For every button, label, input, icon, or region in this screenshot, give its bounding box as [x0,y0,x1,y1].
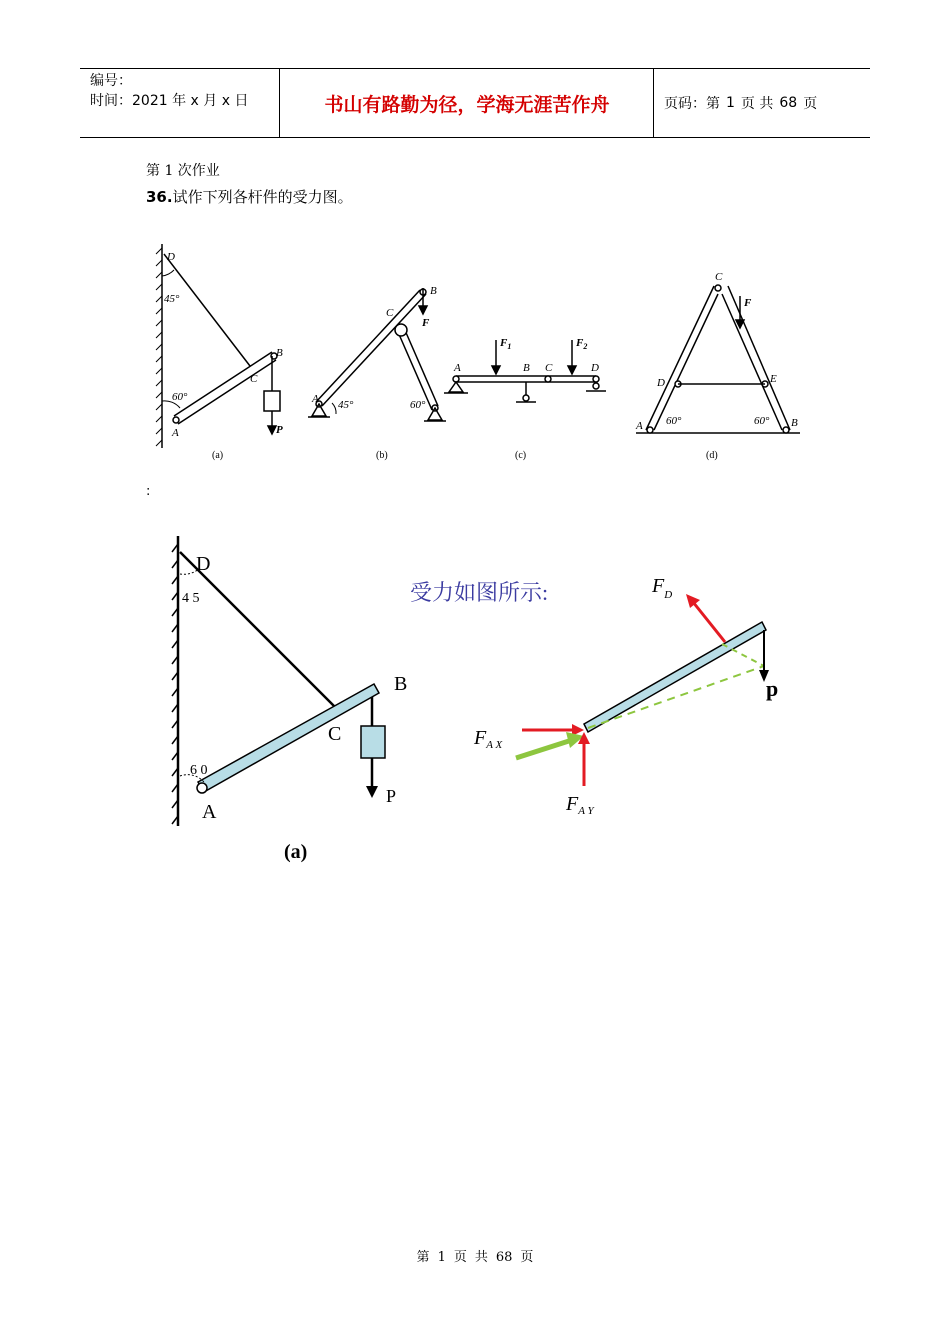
number-label: 编号： [90,73,132,89]
motto: 书山有路勤为径，学海无涯苦作舟 [281,69,654,137]
figure-force-diagram [160,530,820,870]
colon-mark: : [146,484,151,499]
d-caption: (d) [706,450,718,461]
d-angle-60a: 60° [666,415,682,427]
weight-block [361,726,385,758]
b-caption: (b) [376,450,388,461]
structure-a [156,244,280,448]
c-caption: (c) [515,450,527,461]
a-label-p: P [276,424,283,436]
a-caption: (a) [212,450,224,461]
figure-structures [140,236,810,466]
page-info: 页码：第 1 页 共 68 页 [664,95,818,112]
c-label-b: B [523,362,530,374]
b-label-f: F [422,317,430,329]
b-caption-big: (a) [284,841,308,863]
b-label-p-big: P [386,786,397,806]
d-label-e: E [770,373,777,385]
question [146,186,353,207]
header-table [80,68,870,138]
c-label-f1: $F_1$ [500,337,512,351]
question-text: 试作下列各杆件的受力图。 [172,188,353,206]
header-info-cell [80,69,280,137]
d-label-f: F [744,297,752,309]
c-label-a: A [454,362,461,374]
fbd-label-fd: $F_D$ [652,575,673,601]
structure-d [636,285,800,433]
b-angle-45: 45° [338,399,354,411]
b-label-b: B [430,285,437,297]
a-angle-60: 60° [172,391,188,403]
c-label-f2: $F_2$ [576,337,588,351]
d-angle-60b: 60° [754,415,770,427]
b-label-d-big: D [196,553,211,575]
a-label-d: D [167,251,175,263]
a-label-c: C [250,373,258,385]
b-label-b-big: B [394,673,408,695]
d-label-a: A [636,420,643,432]
fbd-label-fay: $F_{A Y}$ [566,793,594,817]
time-label: 时间：2021 年 x 月 x 日 [90,93,249,109]
b-angle-60: 60° [410,399,426,411]
c-label-d: D [591,362,599,374]
answer-title: 受力如图所示: [410,580,549,605]
a-label-a: A [172,427,179,439]
b-angle-45-big: 4 5 [182,591,200,606]
b-label-a: A [312,393,319,405]
a-label-b: B [276,347,283,359]
b-angle-60-big: 6 0 [190,763,208,778]
a-angle-45: 45° [164,293,180,305]
d-label-d: D [657,377,665,389]
fbd-beam [584,622,766,732]
b-label-c-big: C [328,723,342,745]
fbd-label-fax: $F_{A X}$ [474,727,503,751]
beam-ab [198,684,379,792]
fbd-label-p: p [766,676,779,701]
question-number: 36. [146,188,173,206]
d-label-b: B [791,417,798,429]
d-label-c: C [715,271,723,283]
page-footer: 第 1 页 共 68 页 [416,1250,534,1265]
b-label-a-big: A [202,801,217,823]
c-label-c: C [545,362,553,374]
assignment-title: 第 1 次作业 [146,163,220,179]
b-label-c: C [386,307,394,319]
